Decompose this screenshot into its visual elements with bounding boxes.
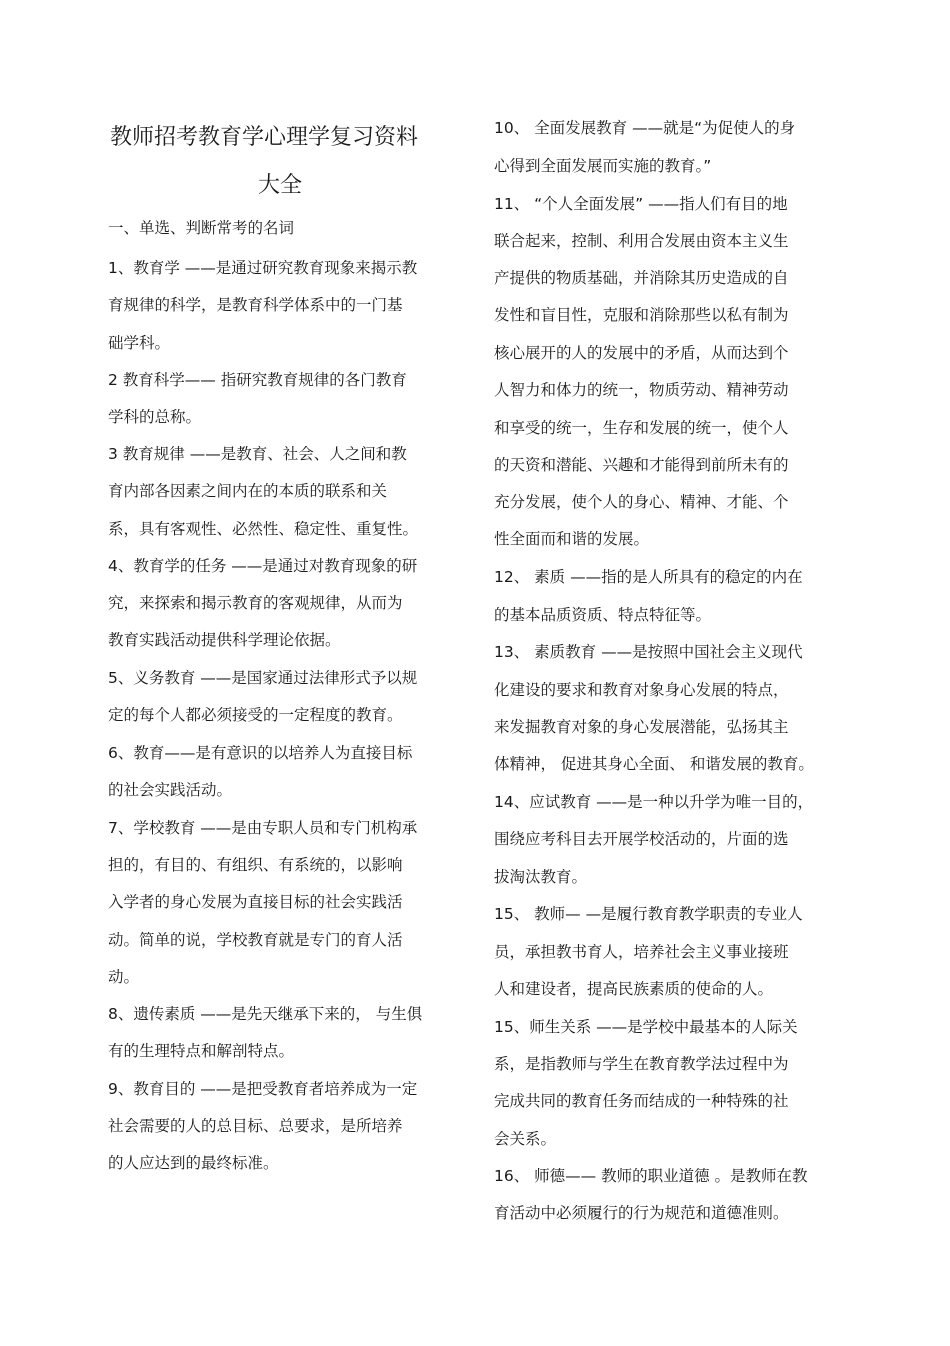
text-line: 人和建设者，提高民族素质的使命的人。 (494, 980, 774, 998)
text-line: 10、 全面发展教育 ——就是“为促使人的身 (494, 119, 796, 137)
text-line: 13、 素质教育 ——是按照中国社会主义现代 (494, 643, 803, 661)
text-line: 9、教育目的 ——是把受教育者培养成为一定 (108, 1080, 418, 1098)
text-line: 体精神， 促进其身心全面、 和谐发展的教育。 (494, 755, 814, 773)
text-line: 入学者的身心发展为直接目标的社会实践活 (108, 893, 403, 911)
text-line: 定的每个人都必须接受的一定程度的教育。 (108, 706, 403, 724)
text-line: 动。简单的说，学校教育就是专门的育人活 (108, 931, 403, 949)
text-line: 1、教育学 ——是通过研究教育现象来揭示教 (108, 259, 418, 277)
text-line: 充分发展，使个人的身心、精神、才能、个 (494, 493, 789, 511)
text-line: 的基本品质资质、特点特征等。 (494, 606, 712, 624)
text-line: 员，承担教书育人，培养社会主义事业接班 (494, 943, 789, 961)
text-line: 16、 师德—— 教师的职业道德 。是教师在教 (494, 1167, 808, 1185)
text-line: 3 教育规律 ——是教育、社会、人之间和教 (108, 445, 407, 463)
text-line: 育规律的科学，是教育科学体系中的一门基 (108, 296, 403, 314)
text-line: 的天资和潜能、兴趣和才能得到前所未有的 (494, 456, 789, 474)
text-line: 来发掘教育对象的身心发展潜能，弘扬其主 (494, 718, 789, 736)
text-line: 担的，有目的、有组织、有系统的，以影响 (108, 856, 403, 874)
text-line: 2 教育科学—— 指研究教育规律的各门教育 (108, 371, 407, 389)
text-line: 11、 “个人全面发展” ——指人们有目的地 (494, 195, 788, 213)
text-line: 的社会实践活动。 (108, 781, 233, 799)
text-line: 究，来探索和揭示教育的客观规律，从而为 (108, 594, 403, 612)
text-line: 4、教育学的任务 ——是通过对教育现象的研 (108, 557, 418, 575)
text-line: 15、 教师— —是履行教育教学职责的专业人 (494, 905, 803, 923)
text-line: 和享受的统一，生存和发展的统一，使个人 (494, 419, 789, 437)
text-line: 7、学校教育 ——是由专职人员和专门机构承 (108, 819, 418, 837)
text-line: 12、 素质 ——指的是人所具有的稳定的内在 (494, 568, 803, 586)
text-line: 拔淘汰教育。 (494, 868, 588, 886)
text-line: 一、单选、判断常考的名词 (108, 219, 295, 237)
text-line: 化建设的要求和教育对象身心发展的特点， (494, 681, 789, 699)
text-line: 心得到全面发展而实施的教育。” (494, 157, 712, 175)
document-title-line-2: 大全 (258, 173, 303, 198)
text-line: 围绕应考科目去开展学校活动的，片面的选 (494, 830, 789, 848)
text-line: 的人应达到的最终标准。 (108, 1154, 279, 1172)
text-line: 发性和盲目性，克服和消除那些以私有制为 (494, 306, 789, 324)
text-line: 教育实践活动提供科学理论依据。 (108, 631, 341, 649)
text-line: 动。 (108, 968, 140, 986)
text-line: 14、应试教育 ——是一种以升学为唯一目的， (494, 793, 814, 811)
text-line: 系，是指教师与学生在教育教学法过程中为 (494, 1055, 789, 1073)
text-line: 社会需要的人的总目标、总要求，是所培养 (108, 1117, 403, 1135)
text-line: 础学科。 (108, 334, 171, 352)
text-line: 育活动中必须履行的行为规范和道德准则。 (494, 1204, 789, 1222)
text-line: 联合起来，控制、利用合发展由资本主义生 (494, 232, 789, 250)
document-title-line-1: 教师招考教育学心理学复习资料 (110, 125, 419, 150)
text-line: 会关系。 (494, 1130, 557, 1148)
text-line: 性全面而和谐的发展。 (494, 530, 650, 548)
text-line: 核心展开的人的发展中的矛盾，从而达到个 (494, 344, 789, 362)
text-line: 8、遗传素质 ——是先天继承下来的， 与生俱 (108, 1005, 423, 1023)
text-line: 完成共同的教育任务而结成的一种特殊的社 (494, 1092, 789, 1110)
text-line: 产提供的物质基础，并消除其历史造成的自 (494, 269, 789, 287)
text-line: 5、义务教育 ——是国家通过法律形式予以规 (108, 669, 418, 687)
text-line: 学科的总称。 (108, 408, 202, 426)
text-line: 有的生理特点和解剖特点。 (108, 1042, 295, 1060)
text-line: 系，具有客观性、必然性、稳定性、重复性。 (108, 520, 419, 538)
text-line: 育内部各因素之间内在的本质的联系和关 (108, 482, 388, 500)
text-line: 6、教育——是有意识的以培养人为直接目标 (108, 744, 413, 762)
text-line: 人智力和体力的统一，物质劳动、精神劳动 (494, 381, 789, 399)
text-line: 15、师生关系 ——是学校中最基本的人际关 (494, 1018, 798, 1036)
